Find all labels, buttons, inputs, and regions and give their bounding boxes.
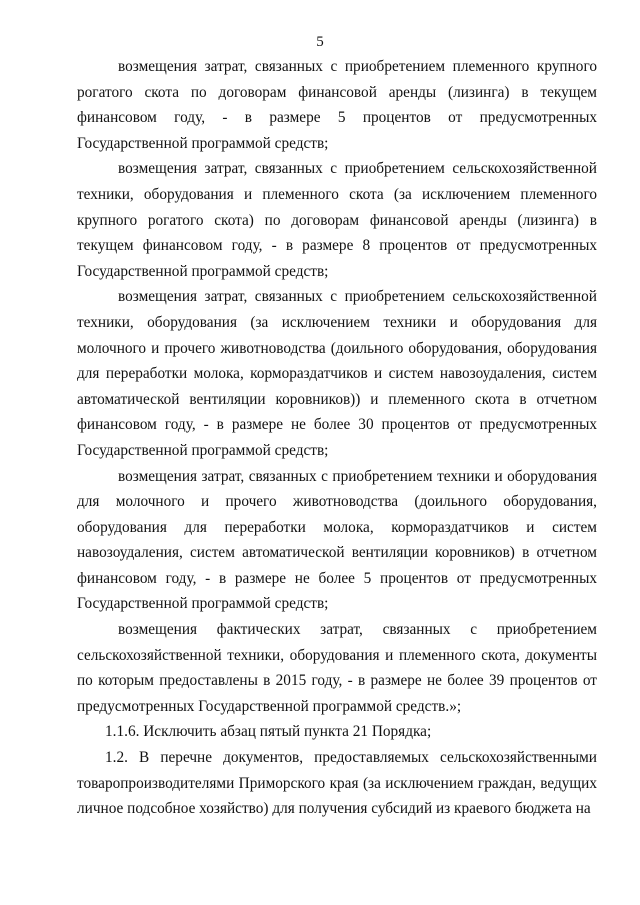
paragraph-dairy-equipment: возмещения затрат, связанных с приобретением техники и оборудования для молочного и прочего животноводства (доильного оборудования, оборудования для переработки молока, кормораздатчиков и систем навозоудаления, систем автоматической вентиляции коровников) в отчетном финансовом году, - в размере не более 5 процентов от предусмотренных Государственной программой средств;: [77, 467, 597, 613]
paragraph-item-1-1-6: 1.1.6. Исключить абзац пятый пункта 21 Порядка;: [105, 723, 432, 741]
paragraph-item-1-2: 1.2. В перечне документов, предоставляемых сельскохозяйственными товаропроизводителями Приморского края (за исключением граждан, ведущих личное подсобное хозяйство) для получения субсидий из краевого бюджета на: [77, 749, 597, 818]
paragraph-lizing-machinery: возмещения затрат, связанных с приобретением сельскохозяйственной техники, оборудования и племенного скота (за исключением племенного крупного рогатого скота) по договорам финансовой аренды (лизинга) в текущем финансовом году, - в размере 8 процентов от предусмотренных Государственной программой средств;: [77, 160, 597, 280]
paragraph-lizing-cattle: возмещения затрат, связанных с приобретением племенного крупного рогатого скота по договорам финансовой аренды (лизинга) в текущем финансовом году, - в размере 5 процентов от предусмотренных Государственной программой средств;: [77, 58, 597, 152]
paragraph-actual-costs-2015: возмещения фактических затрат, связанных с приобретением сельскохозяйственной техники, оборудования и племенного скота, документы по которым предоставлены в 2015 году, - в размере не более 39 процентов от предусмотренных Государственной программой средств.»;: [77, 621, 597, 715]
document-body: [77, 54, 597, 822]
paragraph-machinery-30-percent: возмещения затрат, связанных с приобретением сельскохозяйственной техники, оборудования (за исключением техники и оборудования для молочного и прочего животноводства (доильного оборудования, оборудования для переработки молока, кормораздатчиков и систем навозоудаления, систем автоматической вентиляции коровников)) и племенного скота в отчетном финансовом году, - в размере не более 30 процентов от предусмотренных Государственной программой средств;: [77, 288, 597, 459]
page-number: 5: [316, 34, 324, 50]
